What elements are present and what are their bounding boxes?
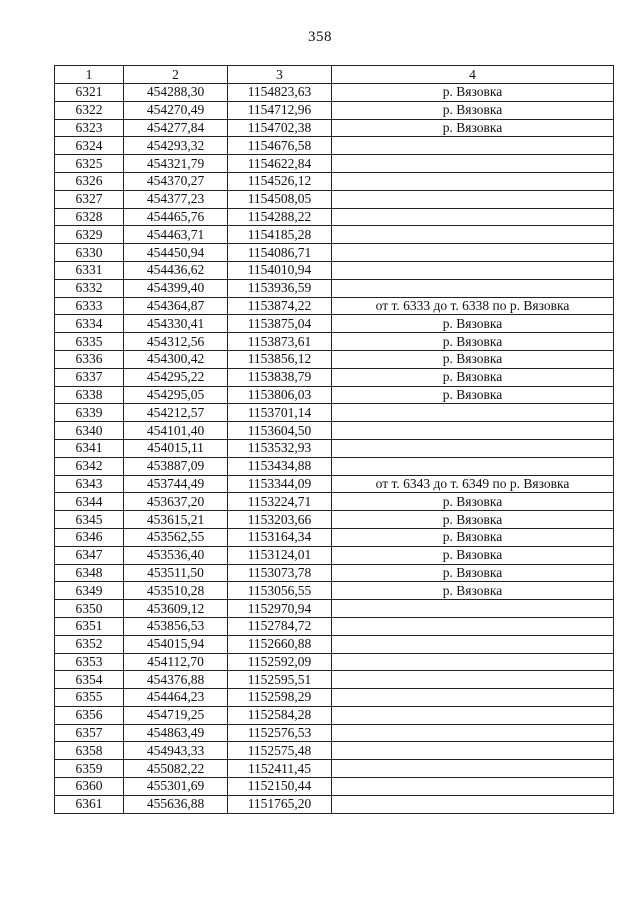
x-coordinate-cell: 455636,88 bbox=[124, 795, 228, 813]
table-row bbox=[55, 706, 614, 724]
description-cell: р. Вязовка bbox=[332, 84, 614, 102]
table-row bbox=[55, 600, 614, 618]
table-row bbox=[55, 439, 614, 457]
point-number-cell: 6331 bbox=[55, 261, 124, 279]
description-cell: р. Вязовка bbox=[332, 564, 614, 582]
point-number-cell: 6361 bbox=[55, 795, 124, 813]
y-coordinate-cell: 1152660,88 bbox=[228, 635, 332, 653]
page-number: 358 bbox=[308, 29, 332, 45]
x-coordinate-cell: 455301,69 bbox=[124, 778, 228, 796]
table-body bbox=[55, 84, 614, 814]
y-coordinate-cell: 1153532,93 bbox=[228, 439, 332, 457]
y-coordinate-cell: 1153434,88 bbox=[228, 457, 332, 475]
x-coordinate-cell: 453609,12 bbox=[124, 600, 228, 618]
description-cell bbox=[332, 689, 614, 707]
point-number-cell: 6353 bbox=[55, 653, 124, 671]
table-header bbox=[55, 66, 614, 84]
x-coordinate-cell: 454270,49 bbox=[124, 101, 228, 119]
description-cell bbox=[332, 261, 614, 279]
point-number-cell: 6321 bbox=[55, 84, 124, 102]
description-cell bbox=[332, 653, 614, 671]
description-cell bbox=[332, 244, 614, 262]
point-number-cell: 6347 bbox=[55, 546, 124, 564]
description-cell bbox=[332, 457, 614, 475]
y-coordinate-cell: 1153073,78 bbox=[228, 564, 332, 582]
x-coordinate-cell: 454376,88 bbox=[124, 671, 228, 689]
y-coordinate-cell: 1153344,09 bbox=[228, 475, 332, 493]
x-coordinate-cell: 454288,30 bbox=[124, 84, 228, 102]
x-coordinate-cell: 454450,94 bbox=[124, 244, 228, 262]
y-coordinate-cell: 1154823,63 bbox=[228, 84, 332, 102]
description-cell bbox=[332, 600, 614, 618]
point-number-cell: 6337 bbox=[55, 368, 124, 386]
point-number-cell: 6359 bbox=[55, 760, 124, 778]
description-cell bbox=[332, 172, 614, 190]
x-coordinate-cell: 454321,79 bbox=[124, 155, 228, 173]
y-coordinate-cell: 1151765,20 bbox=[228, 795, 332, 813]
y-coordinate-cell: 1154288,22 bbox=[228, 208, 332, 226]
table-row bbox=[55, 119, 614, 137]
table-row bbox=[55, 493, 614, 511]
table-row bbox=[55, 386, 614, 404]
point-number-cell: 6324 bbox=[55, 137, 124, 155]
y-coordinate-cell: 1153873,61 bbox=[228, 333, 332, 351]
y-coordinate-cell: 1152784,72 bbox=[228, 617, 332, 635]
table-row bbox=[55, 653, 614, 671]
point-number-cell: 6322 bbox=[55, 101, 124, 119]
y-coordinate-cell: 1154676,58 bbox=[228, 137, 332, 155]
y-coordinate-cell: 1153874,22 bbox=[228, 297, 332, 315]
point-number-cell: 6345 bbox=[55, 511, 124, 529]
x-coordinate-cell: 454112,70 bbox=[124, 653, 228, 671]
table-row bbox=[55, 315, 614, 333]
x-coordinate-cell: 454312,56 bbox=[124, 333, 228, 351]
header-cell-x: 2 bbox=[124, 66, 228, 84]
header-row bbox=[55, 66, 614, 84]
table-row bbox=[55, 778, 614, 796]
description-cell bbox=[332, 742, 614, 760]
description-cell: р. Вязовка bbox=[332, 350, 614, 368]
table-row bbox=[55, 333, 614, 351]
point-number-cell: 6343 bbox=[55, 475, 124, 493]
y-coordinate-cell: 1153838,79 bbox=[228, 368, 332, 386]
x-coordinate-cell: 454943,33 bbox=[124, 742, 228, 760]
table-row bbox=[55, 101, 614, 119]
y-coordinate-cell: 1153936,59 bbox=[228, 279, 332, 297]
description-cell: р. Вязовка bbox=[332, 528, 614, 546]
point-number-cell: 6340 bbox=[55, 422, 124, 440]
point-number-cell: 6335 bbox=[55, 333, 124, 351]
description-cell: от т. 6343 до т. 6349 по р. Вязовка bbox=[332, 475, 614, 493]
table-row bbox=[55, 475, 614, 493]
x-coordinate-cell: 454300,42 bbox=[124, 350, 228, 368]
description-cell bbox=[332, 208, 614, 226]
point-number-cell: 6333 bbox=[55, 297, 124, 315]
table-row bbox=[55, 582, 614, 600]
x-coordinate-cell: 454436,62 bbox=[124, 261, 228, 279]
point-number-cell: 6358 bbox=[55, 742, 124, 760]
table-row bbox=[55, 279, 614, 297]
table-row bbox=[55, 404, 614, 422]
x-coordinate-cell: 454719,25 bbox=[124, 706, 228, 724]
table-row bbox=[55, 511, 614, 529]
x-coordinate-cell: 454463,71 bbox=[124, 226, 228, 244]
y-coordinate-cell: 1153224,71 bbox=[228, 493, 332, 511]
point-number-cell: 6354 bbox=[55, 671, 124, 689]
x-coordinate-cell: 454293,32 bbox=[124, 137, 228, 155]
x-coordinate-cell: 454399,40 bbox=[124, 279, 228, 297]
description-cell bbox=[332, 404, 614, 422]
point-number-cell: 6341 bbox=[55, 439, 124, 457]
x-coordinate-cell: 454464,23 bbox=[124, 689, 228, 707]
description-cell bbox=[332, 439, 614, 457]
y-coordinate-cell: 1154622,84 bbox=[228, 155, 332, 173]
point-number-cell: 6348 bbox=[55, 564, 124, 582]
table-row bbox=[55, 617, 614, 635]
y-coordinate-cell: 1153604,50 bbox=[228, 422, 332, 440]
description-cell bbox=[332, 226, 614, 244]
description-cell: р. Вязовка bbox=[332, 119, 614, 137]
table-row bbox=[55, 795, 614, 813]
x-coordinate-cell: 454015,94 bbox=[124, 635, 228, 653]
point-number-cell: 6327 bbox=[55, 190, 124, 208]
point-number-cell: 6328 bbox=[55, 208, 124, 226]
description-cell: р. Вязовка bbox=[332, 315, 614, 333]
point-number-cell: 6329 bbox=[55, 226, 124, 244]
header-cell-y: 3 bbox=[228, 66, 332, 84]
y-coordinate-cell: 1152970,94 bbox=[228, 600, 332, 618]
y-coordinate-cell: 1152150,44 bbox=[228, 778, 332, 796]
point-number-cell: 6339 bbox=[55, 404, 124, 422]
y-coordinate-cell: 1152576,53 bbox=[228, 724, 332, 742]
table-row bbox=[55, 350, 614, 368]
y-coordinate-cell: 1153056,55 bbox=[228, 582, 332, 600]
description-cell bbox=[332, 137, 614, 155]
y-coordinate-cell: 1153124,01 bbox=[228, 546, 332, 564]
y-coordinate-cell: 1153806,03 bbox=[228, 386, 332, 404]
x-coordinate-cell: 453615,21 bbox=[124, 511, 228, 529]
x-coordinate-cell: 454330,41 bbox=[124, 315, 228, 333]
description-cell: р. Вязовка bbox=[332, 582, 614, 600]
table-row bbox=[55, 137, 614, 155]
x-coordinate-cell: 454364,87 bbox=[124, 297, 228, 315]
x-coordinate-cell: 453744,49 bbox=[124, 475, 228, 493]
point-number-cell: 6334 bbox=[55, 315, 124, 333]
x-coordinate-cell: 454277,84 bbox=[124, 119, 228, 137]
table-row bbox=[55, 84, 614, 102]
description-cell: р. Вязовка bbox=[332, 368, 614, 386]
x-coordinate-cell: 454101,40 bbox=[124, 422, 228, 440]
description-cell: р. Вязовка bbox=[332, 511, 614, 529]
y-coordinate-cell: 1153164,34 bbox=[228, 528, 332, 546]
y-coordinate-cell: 1153856,12 bbox=[228, 350, 332, 368]
y-coordinate-cell: 1154508,05 bbox=[228, 190, 332, 208]
y-coordinate-cell: 1153203,66 bbox=[228, 511, 332, 529]
y-coordinate-cell: 1154086,71 bbox=[228, 244, 332, 262]
table-row bbox=[55, 564, 614, 582]
x-coordinate-cell: 455082,22 bbox=[124, 760, 228, 778]
y-coordinate-cell: 1154010,94 bbox=[228, 261, 332, 279]
point-number-cell: 6360 bbox=[55, 778, 124, 796]
point-number-cell: 6323 bbox=[55, 119, 124, 137]
x-coordinate-cell: 453536,40 bbox=[124, 546, 228, 564]
y-coordinate-cell: 1152575,48 bbox=[228, 742, 332, 760]
table-row bbox=[55, 208, 614, 226]
x-coordinate-cell: 454295,05 bbox=[124, 386, 228, 404]
point-number-cell: 6330 bbox=[55, 244, 124, 262]
y-coordinate-cell: 1152592,09 bbox=[228, 653, 332, 671]
x-coordinate-cell: 454863,49 bbox=[124, 724, 228, 742]
y-coordinate-cell: 1154185,28 bbox=[228, 226, 332, 244]
description-cell bbox=[332, 795, 614, 813]
coordinates-table bbox=[54, 65, 614, 814]
y-coordinate-cell: 1154702,38 bbox=[228, 119, 332, 137]
description-cell bbox=[332, 190, 614, 208]
point-number-cell: 6344 bbox=[55, 493, 124, 511]
point-number-cell: 6325 bbox=[55, 155, 124, 173]
header-cell-point-number: 1 bbox=[55, 66, 124, 84]
description-cell bbox=[332, 778, 614, 796]
description-cell bbox=[332, 279, 614, 297]
point-number-cell: 6326 bbox=[55, 172, 124, 190]
point-number-cell: 6350 bbox=[55, 600, 124, 618]
table-row bbox=[55, 422, 614, 440]
table-row bbox=[55, 244, 614, 262]
table-row bbox=[55, 528, 614, 546]
x-coordinate-cell: 453511,50 bbox=[124, 564, 228, 582]
y-coordinate-cell: 1152595,51 bbox=[228, 671, 332, 689]
point-number-cell: 6349 bbox=[55, 582, 124, 600]
x-coordinate-cell: 453856,53 bbox=[124, 617, 228, 635]
x-coordinate-cell: 453887,09 bbox=[124, 457, 228, 475]
point-number-cell: 6351 bbox=[55, 617, 124, 635]
table-row bbox=[55, 226, 614, 244]
point-number-cell: 6338 bbox=[55, 386, 124, 404]
table-row bbox=[55, 368, 614, 386]
description-cell: р. Вязовка bbox=[332, 101, 614, 119]
x-coordinate-cell: 453637,20 bbox=[124, 493, 228, 511]
point-number-cell: 6356 bbox=[55, 706, 124, 724]
x-coordinate-cell: 454377,23 bbox=[124, 190, 228, 208]
table-row bbox=[55, 689, 614, 707]
point-number-cell: 6352 bbox=[55, 635, 124, 653]
point-number-cell: 6357 bbox=[55, 724, 124, 742]
x-coordinate-cell: 453562,55 bbox=[124, 528, 228, 546]
x-coordinate-cell: 454370,27 bbox=[124, 172, 228, 190]
y-coordinate-cell: 1153701,14 bbox=[228, 404, 332, 422]
description-cell: р. Вязовка bbox=[332, 386, 614, 404]
table-row bbox=[55, 297, 614, 315]
description-cell bbox=[332, 617, 614, 635]
table-row bbox=[55, 172, 614, 190]
description-cell bbox=[332, 706, 614, 724]
x-coordinate-cell: 454295,22 bbox=[124, 368, 228, 386]
y-coordinate-cell: 1152411,45 bbox=[228, 760, 332, 778]
description-cell bbox=[332, 760, 614, 778]
table-row bbox=[55, 546, 614, 564]
description-cell: р. Вязовка bbox=[332, 546, 614, 564]
y-coordinate-cell: 1152584,28 bbox=[228, 706, 332, 724]
point-number-cell: 6355 bbox=[55, 689, 124, 707]
point-number-cell: 6346 bbox=[55, 528, 124, 546]
description-cell: р. Вязовка bbox=[332, 333, 614, 351]
y-coordinate-cell: 1153875,04 bbox=[228, 315, 332, 333]
y-coordinate-cell: 1152598,29 bbox=[228, 689, 332, 707]
point-number-cell: 6336 bbox=[55, 350, 124, 368]
point-number-cell: 6342 bbox=[55, 457, 124, 475]
x-coordinate-cell: 454465,76 bbox=[124, 208, 228, 226]
table-row bbox=[55, 635, 614, 653]
x-coordinate-cell: 454015,11 bbox=[124, 439, 228, 457]
description-cell: р. Вязовка bbox=[332, 493, 614, 511]
x-coordinate-cell: 454212,57 bbox=[124, 404, 228, 422]
table-row bbox=[55, 760, 614, 778]
point-number-cell: 6332 bbox=[55, 279, 124, 297]
y-coordinate-cell: 1154526,12 bbox=[228, 172, 332, 190]
description-cell bbox=[332, 724, 614, 742]
table-row bbox=[55, 155, 614, 173]
description-cell: от т. 6333 до т. 6338 по р. Вязовка bbox=[332, 297, 614, 315]
table-row bbox=[55, 671, 614, 689]
x-coordinate-cell: 453510,28 bbox=[124, 582, 228, 600]
description-cell bbox=[332, 155, 614, 173]
description-cell bbox=[332, 422, 614, 440]
y-coordinate-cell: 1154712,96 bbox=[228, 101, 332, 119]
table-row bbox=[55, 261, 614, 279]
header-cell-description: 4 bbox=[332, 66, 614, 84]
description-cell bbox=[332, 671, 614, 689]
description-cell bbox=[332, 635, 614, 653]
table-row bbox=[55, 724, 614, 742]
table-row bbox=[55, 742, 614, 760]
table-row bbox=[55, 457, 614, 475]
table-row bbox=[55, 190, 614, 208]
